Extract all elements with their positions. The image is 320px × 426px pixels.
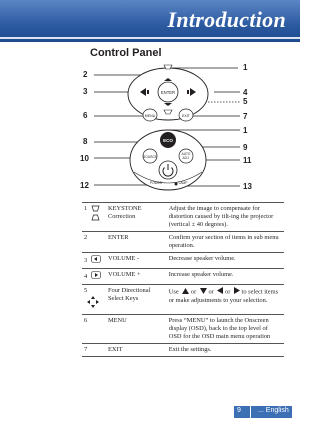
desc-text-rest: to select items or make adjustments to your selection.	[168, 288, 279, 304]
control-panel-table	[82, 202, 284, 357]
row-number: 1	[84, 205, 88, 212]
right-triangle-icon	[234, 287, 240, 297]
table-row	[82, 203, 284, 232]
row-description: Confirm your section of items in sub menu operation.	[167, 232, 284, 253]
table-row	[82, 269, 284, 285]
footer-separator	[250, 406, 251, 418]
row-number: 4	[84, 272, 88, 280]
callout-11: 11	[243, 156, 252, 165]
row-name: VOLUME -	[106, 253, 167, 269]
row-number: 2	[82, 232, 106, 253]
callout-4: 4	[243, 88, 248, 97]
lamp-label: LAMP	[178, 181, 188, 185]
lamp-indicator-icon	[175, 183, 178, 186]
row-name: ENTER	[106, 232, 167, 253]
callout-9: 9	[243, 143, 248, 152]
row-number-cell	[82, 203, 106, 232]
control-panel-illustration	[80, 60, 294, 196]
row-number: 7	[82, 344, 106, 357]
row-name: VOLUME +	[106, 269, 167, 285]
auto-label: AUTO	[181, 152, 191, 156]
callout-5: 5	[243, 97, 248, 106]
page-title: Introduction	[167, 7, 286, 32]
callout-10: 10	[80, 154, 89, 163]
row-name: Four Directional Select Keys	[106, 285, 167, 315]
row-number-cell	[82, 253, 106, 269]
callout-7: 7	[243, 112, 248, 121]
callout-3: 3	[83, 87, 88, 96]
page-number: 9	[237, 407, 241, 414]
row-name: EXIT	[106, 344, 167, 357]
row-description: Adjust the image to compensate for distortion caused by tilt-ing the projector (vertical ± 40 degrees).	[167, 203, 284, 232]
four-way-arrows-icon	[86, 295, 100, 312]
section-title: Control Panel	[90, 47, 162, 59]
control-panel-diagram	[80, 60, 294, 196]
callout-12: 12	[80, 181, 89, 190]
left-triangle-icon	[217, 287, 223, 297]
callout-13: 13	[243, 182, 252, 191]
callout-2: 2	[83, 70, 88, 79]
menu-label: MENU	[144, 114, 156, 118]
up-triangle-icon	[182, 288, 189, 297]
page-header	[0, 0, 300, 42]
table-row	[82, 253, 284, 269]
row-number-cell	[82, 285, 106, 315]
adj-label: ADJ.	[182, 156, 190, 160]
callout-6: 6	[83, 111, 88, 120]
row-number: 5	[84, 287, 88, 294]
desc-text-or-3: or	[225, 288, 231, 296]
keystone-icon	[91, 205, 100, 224]
table-row	[82, 232, 284, 253]
desc-text-or-2: or	[208, 288, 214, 296]
table-row	[82, 344, 284, 357]
row-number-cell	[82, 269, 106, 285]
row-name: KEYSTONE Correction	[106, 203, 167, 232]
volume-down-icon	[91, 255, 101, 266]
enter-label: ENTER	[160, 90, 176, 95]
table-row	[82, 315, 284, 344]
eco-label: ECO	[163, 138, 173, 143]
down-triangle-icon	[200, 288, 207, 297]
row-number: 6	[82, 315, 106, 344]
exit-label: EXIT	[182, 114, 190, 118]
callout-8: 8	[83, 137, 88, 146]
callout-1a: 1	[243, 63, 248, 72]
footer-language: ... English	[258, 407, 289, 414]
power-label: POWER	[149, 181, 163, 185]
callout-1b: 1	[243, 126, 248, 135]
header-stripe	[0, 37, 300, 39]
row-description: Exit the settings.	[167, 344, 284, 357]
desc-text-use: Use	[168, 288, 179, 296]
row-description: Increase speaker volume.	[167, 269, 284, 285]
desc-text-or-1: or	[190, 288, 197, 296]
row-description: Press “MENU” to launch the Onscreen display (OSD), back to the top level of OSD for the OSD main menu operation	[167, 315, 284, 344]
volume-up-icon	[91, 271, 101, 282]
row-name: MENU	[106, 315, 167, 344]
source-label: SOURCE	[143, 155, 157, 159]
table-row	[82, 285, 284, 315]
row-number: 3	[84, 256, 88, 264]
row-description	[167, 285, 284, 315]
row-description: Decrease speaker volume.	[167, 253, 284, 269]
